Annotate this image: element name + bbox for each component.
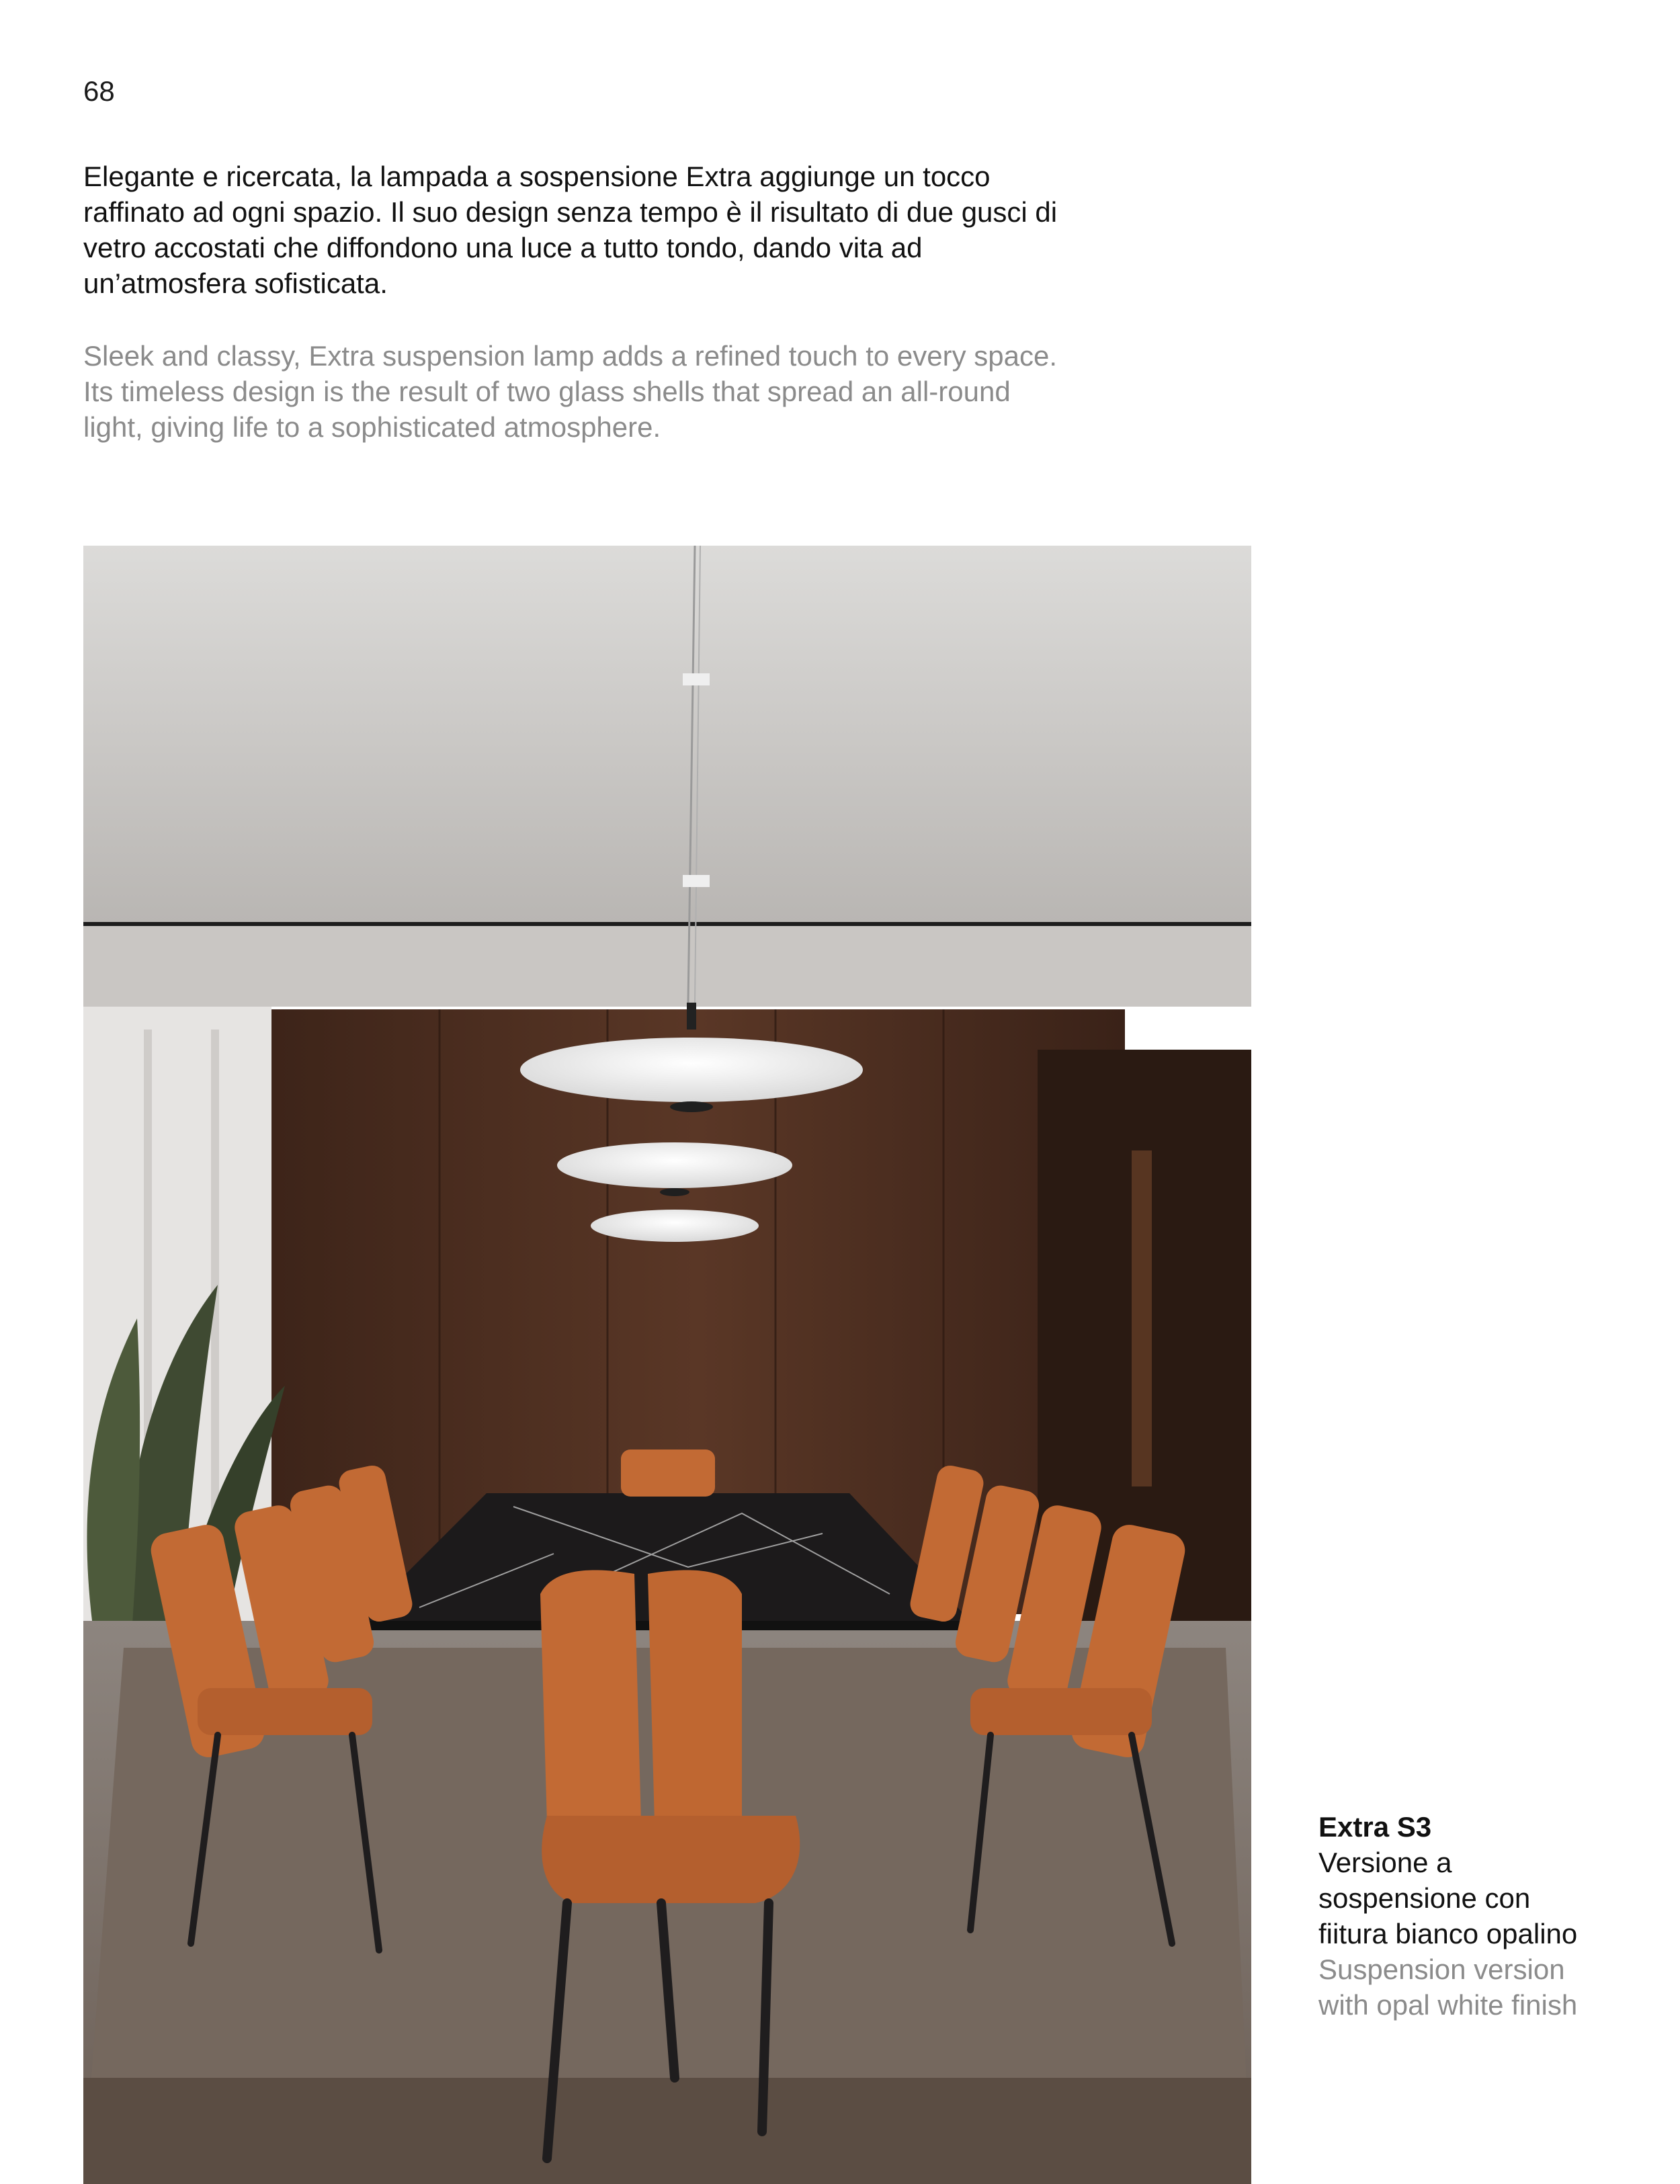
ceiling-lower (83, 926, 1251, 1007)
page-number: 68 (83, 75, 115, 107)
lamp-shade-medium (557, 1142, 792, 1188)
niche-light (1132, 1150, 1152, 1486)
caption-title: Extra S3 (1318, 1811, 1432, 1843)
rug-bottom (83, 2078, 1251, 2184)
lamp-canopy (683, 875, 710, 887)
lamp-stem (687, 1003, 696, 1030)
lamp-ring (670, 1101, 713, 1112)
intro-italian: Elegante e ricercata, la lampada a sospensione Extra aggiunge un tocco raffinato ad ogni spazio. Il suo design senza tempo è il risultato di due gusci di vetro accostati che diffondono una luce a tutto tondo, dando vita ad un’atmosfera sofisticata. (83, 161, 1058, 299)
caption-italian-line: Versione a (1318, 1847, 1452, 1878)
lamp-canopy (683, 673, 710, 685)
lamp-shade-small (591, 1210, 759, 1242)
caption-english-line: Suspension version (1318, 1954, 1565, 1985)
chair-far (621, 1450, 715, 1497)
dining-room-photo (83, 546, 1251, 2184)
intro-text (83, 159, 1064, 445)
intro-english: Sleek and classy, Extra suspension lamp adds a refined touch to every space. Its timeless design is the result of two glass shells that spread an all-round light, giving life to a sophisticated atmosphere. (83, 340, 1058, 443)
ceiling-recess-line (83, 922, 1251, 926)
caption-italian-line: sospensione con (1318, 1882, 1531, 1914)
ceiling (83, 546, 1251, 922)
caption-english-line: with opal white finish (1318, 1989, 1578, 2021)
caption-italian-line: fiitura bianco opalino (1318, 1918, 1578, 1949)
photo-caption (1318, 1809, 1668, 2023)
lamp-ring (660, 1188, 689, 1196)
lamp-shade-large (520, 1038, 863, 1102)
